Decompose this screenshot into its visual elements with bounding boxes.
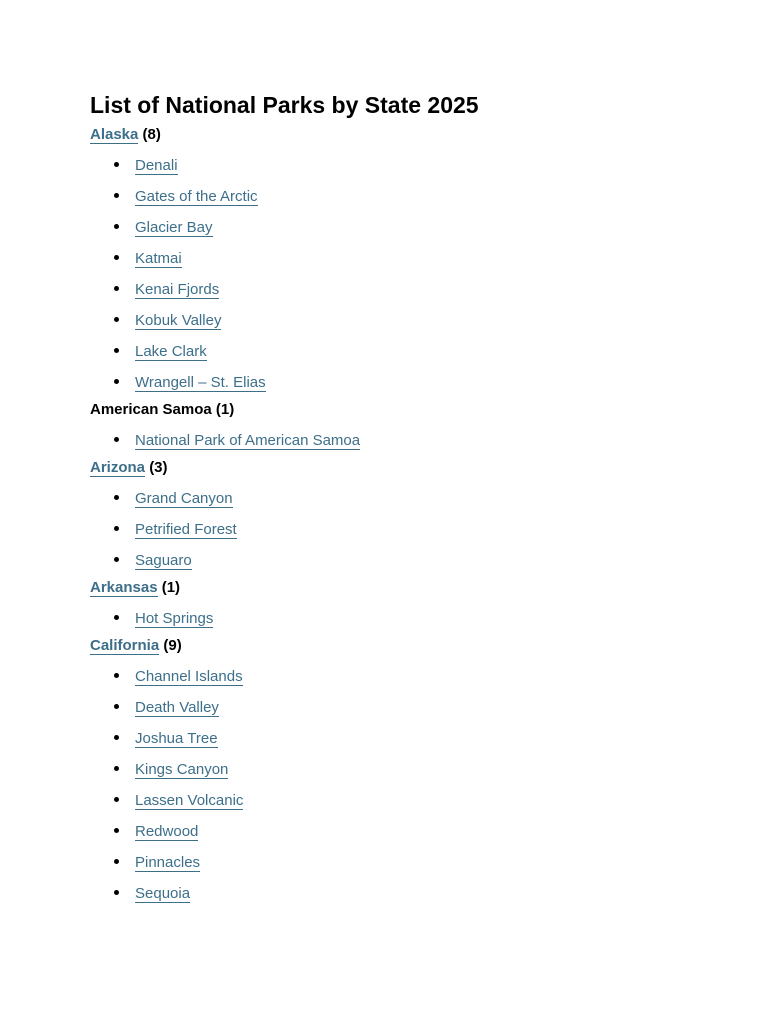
list-item — [90, 176, 730, 207]
list-item — [90, 207, 730, 238]
park-link-grand-canyon[interactable]: Grand Canyon — [135, 490, 233, 507]
bullet-icon — [114, 704, 119, 709]
park-link-saguaro[interactable]: Saguaro — [135, 552, 192, 569]
park-link-lassen-volcanic[interactable]: Lassen Volcanic — [135, 792, 244, 809]
park-link-kings-canyon[interactable]: Kings Canyon — [135, 761, 229, 778]
state-heading-american-samoa — [90, 400, 730, 420]
state-name-american-samoa: American Samoa — [90, 401, 212, 418]
state-list — [90, 125, 730, 904]
article-content — [90, 90, 730, 904]
list-item — [90, 300, 730, 331]
park-list-california — [90, 656, 730, 904]
park-link-denali[interactable]: Denali — [135, 157, 178, 174]
state-heading-arkansas — [90, 578, 730, 598]
list-item — [90, 749, 730, 780]
state-link-arizona[interactable]: Arizona — [90, 459, 146, 476]
bullet-icon — [114, 557, 119, 562]
state-park-count: (1) — [161, 579, 181, 596]
park-list-arizona — [90, 478, 730, 571]
state-heading-alaska — [90, 125, 730, 145]
page-title: List of National Parks by State 2025 — [90, 92, 479, 118]
park-list-arkansas — [90, 598, 730, 629]
bullet-icon — [114, 615, 119, 620]
park-link-kenai-fjords[interactable]: Kenai Fjords — [135, 281, 220, 298]
park-link-katmai[interactable]: Katmai — [135, 250, 182, 267]
park-link-wrangell-st-elias[interactable]: Wrangell – St. Elias — [135, 374, 266, 391]
park-link-glacier-bay[interactable]: Glacier Bay — [135, 219, 213, 236]
list-item — [90, 811, 730, 842]
park-list-alaska — [90, 145, 730, 393]
bullet-icon — [114, 317, 119, 322]
bullet-icon — [114, 162, 119, 167]
list-item — [90, 420, 730, 451]
bullet-icon — [114, 495, 119, 500]
bullet-icon — [114, 766, 119, 771]
list-item — [90, 269, 730, 300]
park-link-redwood[interactable]: Redwood — [135, 823, 199, 840]
list-item — [90, 145, 730, 176]
bullet-icon — [114, 828, 119, 833]
bullet-icon — [114, 379, 119, 384]
bullet-icon — [114, 526, 119, 531]
park-link-hot-springs[interactable]: Hot Springs — [135, 610, 214, 627]
bullet-icon — [114, 193, 119, 198]
state-link-alaska[interactable]: Alaska — [90, 126, 139, 143]
bullet-icon — [114, 735, 119, 740]
state-heading-arizona — [90, 458, 730, 478]
park-link-sequoia[interactable]: Sequoia — [135, 885, 191, 902]
park-link-death-valley[interactable]: Death Valley — [135, 699, 219, 716]
park-link-channel-islands[interactable]: Channel Islands — [135, 668, 243, 685]
list-item — [90, 780, 730, 811]
list-item — [90, 331, 730, 362]
list-item — [90, 540, 730, 571]
bullet-icon — [114, 673, 119, 678]
state-park-count: (9) — [163, 637, 182, 654]
state-park-count: (8) — [142, 126, 161, 143]
bullet-icon — [114, 797, 119, 802]
state-heading-california — [90, 636, 730, 656]
park-link-kobuk-valley[interactable]: Kobuk Valley — [135, 312, 222, 329]
list-item — [90, 718, 730, 749]
park-link-petrified-forest[interactable]: Petrified Forest — [135, 521, 237, 538]
park-link-national-park-of-american-samoa[interactable]: National Park of American Samoa — [135, 432, 361, 449]
park-link-lake-clark[interactable]: Lake Clark — [135, 343, 207, 360]
bullet-icon — [114, 255, 119, 260]
list-item — [90, 598, 730, 629]
bullet-icon — [114, 859, 119, 864]
bullet-icon — [114, 890, 119, 895]
state-link-california[interactable]: California — [90, 637, 160, 654]
park-link-pinnacles[interactable]: Pinnacles — [135, 854, 201, 871]
bullet-icon — [114, 286, 119, 291]
park-list-american-samoa — [90, 420, 730, 451]
bullet-icon — [114, 224, 119, 229]
list-item — [90, 873, 730, 904]
park-link-joshua-tree[interactable]: Joshua Tree — [135, 730, 218, 747]
list-item — [90, 362, 730, 393]
list-item — [90, 509, 730, 540]
park-link-gates-of-the-arctic[interactable]: Gates of the Arctic — [135, 188, 258, 205]
state-park-count: (3) — [149, 459, 168, 476]
state-link-arkansas[interactable]: Arkansas — [90, 579, 158, 596]
list-item — [90, 842, 730, 873]
list-item — [90, 687, 730, 718]
bullet-icon — [114, 437, 119, 442]
list-item — [90, 238, 730, 269]
bullet-icon — [114, 348, 119, 353]
list-item — [90, 656, 730, 687]
list-item — [90, 478, 730, 509]
state-park-count: (1) — [215, 401, 235, 418]
